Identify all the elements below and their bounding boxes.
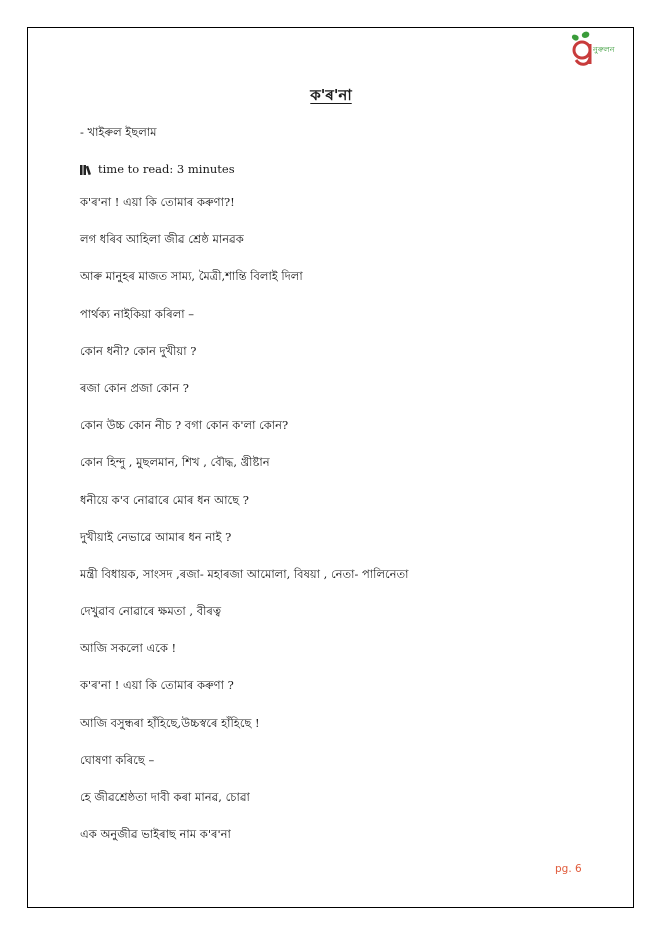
poem-line: ঘোষণা কৰিছে – (80, 752, 155, 767)
poem-line: দুখীয়াই নেভাৱে আমাৰ ধন নাই ? (80, 529, 232, 544)
poem-line: ক'ৰ'না ! এয়া কি তোমাৰ কৰুণা ? (80, 678, 234, 693)
poem-line: দেখুৱাব নোৱাৰে ক্ষমতা , বীৰত্ব (80, 604, 222, 619)
poem-line: মন্ত্ৰী বিধায়ক, সাংসদ ,ৰজা- মহাৰজা আমোলা, বিষয়া , নেতা- পালিনেতা (80, 566, 409, 581)
poem-line: আজি বসুন্ধৰা হাঁহিছে,উচ্চস্বৰে হাঁহিছে ! (80, 715, 260, 730)
poem-line: হে জীৱশ্ৰেষ্ঠতা দাবী কৰা মানৱ, চোৱা (80, 790, 250, 804)
title-text: ক'ৰ'না (310, 86, 352, 104)
author-line: - খাইৰুল ইছলাম (80, 125, 157, 139)
poem-line: ধনীয়ে ক'ব নোৱাৰে মোৰ ধন আছে ? (80, 492, 249, 507)
poem-body (80, 195, 408, 864)
poem-line: ৰজা কোন প্ৰজা কোন ? (80, 380, 189, 395)
books-icon (80, 164, 93, 175)
logo-text: নুৰুলন (593, 45, 615, 54)
page-number: pg. 6 (555, 863, 582, 875)
read-time-text: time to read: 3 minutes (98, 162, 235, 176)
poem-line: পাৰ্থক্য নাইকিয়া কৰিলা – (80, 306, 195, 321)
page-title (0, 84, 662, 109)
poem-line: লগ ধৰিব আহিলা জীৱ শ্ৰেষ্ঠ মানৱক (80, 232, 244, 247)
poem-line: এক অনুজীৱ ভাইৰাছ নাম ক'ৰ'না (80, 827, 231, 842)
poem-line: কোন হিন্দু , মুছলমান, শিখ , বৌদ্ধ, খ্ৰীষ্টান (80, 455, 270, 470)
poem-line: কোন উচ্চ কোন নীচ ? বগা কোন ক'লা কোন? (80, 418, 289, 433)
poem-line: ক'ৰ'না ! এয়া কি তোমাৰ কৰুণা?! (80, 195, 235, 209)
poem-line: কোন ধনী? কোন দুখীয়া ? (80, 343, 197, 358)
poem-line: আৰু মানুহৰ মাজত সাম্য, মৈত্ৰী,শান্তি বিলাই দিলা (80, 269, 303, 284)
poem-line: আজি সকলো একে ! (80, 641, 177, 656)
logo (568, 30, 624, 70)
read-time (80, 162, 235, 176)
